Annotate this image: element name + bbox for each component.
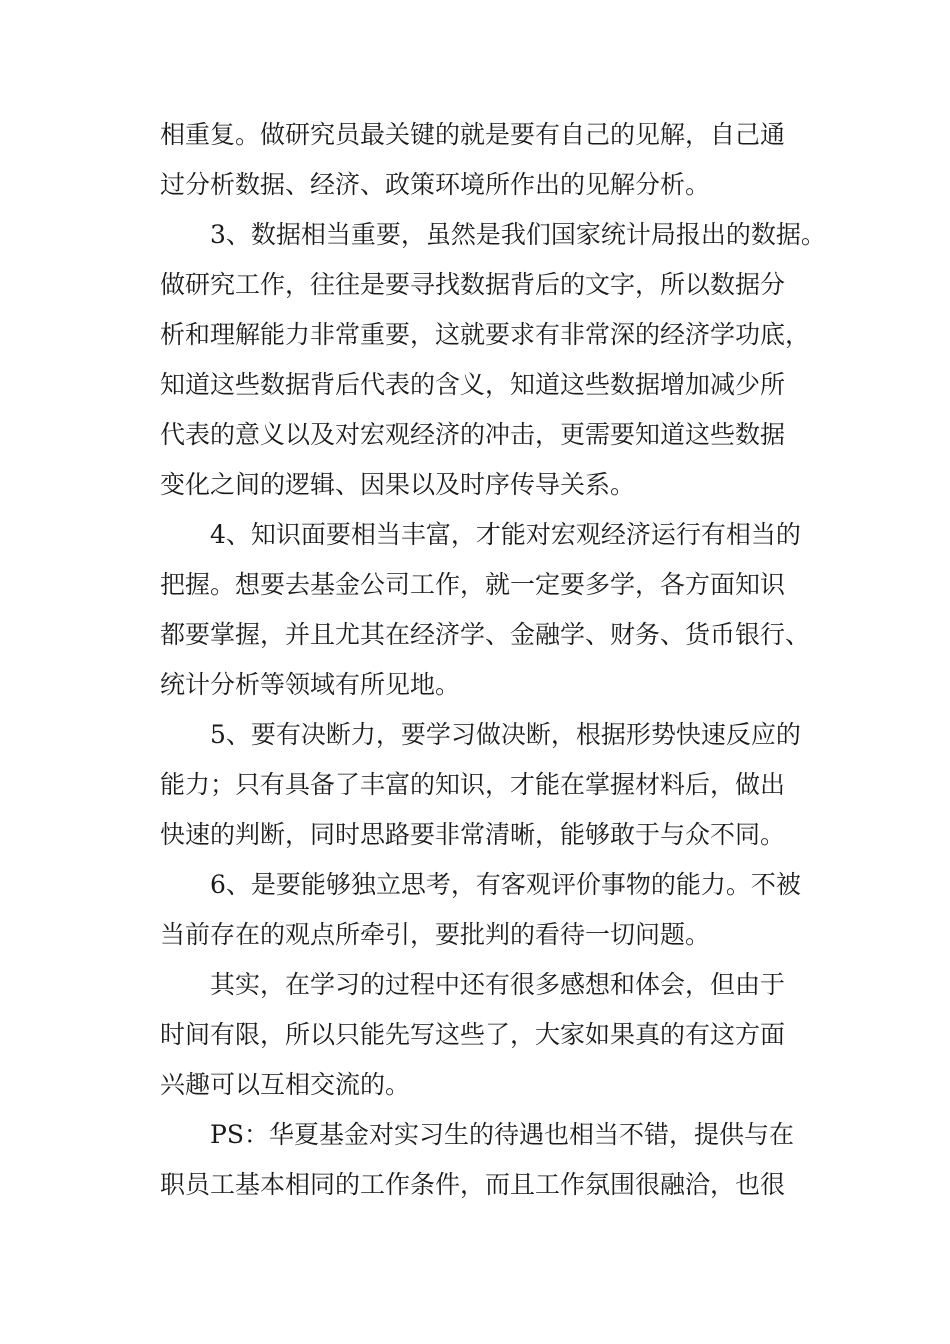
paragraph-start-line: 4、知识面要相当丰富，才能对宏观经济运行有相当的 [210,520,801,549]
text-line: 当前存在的观点所牵引，要批判的看待一切问题。 [160,920,711,949]
text-line: 职员工基本相同的工作条件，而且工作氛围很融洽，也很 [160,1170,786,1199]
text-line: 快速的判断，同时思路要非常清晰，能够敢于与众不同。 [160,820,786,849]
text-line: 统计分析等领域有所见地。 [160,670,461,699]
text-line: 能力；只有具备了丰富的知识，才能在掌握材料后，做出 [160,770,786,799]
paragraph-start-line: 3、数据相当重要，虽然是我们国家统计局报出的数据。 [210,220,826,249]
paragraph-start-line: 6、是要能够独立思考，有客观评价事物的能力。不被 [210,870,801,899]
text-line: 相重复。做研究员最关键的就是要有自己的见解，自己通 [160,120,786,149]
text-line: 时间有限，所以只能先写这些了，大家如果真的有这方面 [160,1020,786,1049]
text-line: 变化之间的逻辑、因果以及时序传导关系。 [160,470,636,499]
document-body [160,110,840,1210]
text-line: 做研究工作，往往是要寻找数据背后的文字，所以数据分 [160,270,786,299]
text-line: 析和理解能力非常重要，这就要求有非常深的经济学功底， [160,320,811,349]
paragraph-start-line: 5、要有决断力，要学习做决断，根据形势快速反应的 [210,720,801,749]
text-line: 过分析数据、经济、政策环境所作出的见解分析。 [160,170,711,199]
text-line: 知道这些数据背后代表的含义，知道这些数据增加减少所 [160,370,786,399]
paragraph-start-line: PS：华夏基金对实习生的待遇也相当不错，提供与在 [210,1120,794,1149]
text-line: 都要掌握，并且尤其在经济学、金融学、财务、货币银行、 [160,620,811,649]
text-line: 把握。想要去基金公司工作，就一定要多学，各方面知识 [160,570,786,599]
paragraph-start-line: 其实，在学习的过程中还有很多感想和体会，但由于 [210,970,786,999]
text-line: 代表的意义以及对宏观经济的冲击，更需要知道这些数据 [160,420,786,449]
text-line: 兴趣可以互相交流的。 [160,1070,411,1099]
